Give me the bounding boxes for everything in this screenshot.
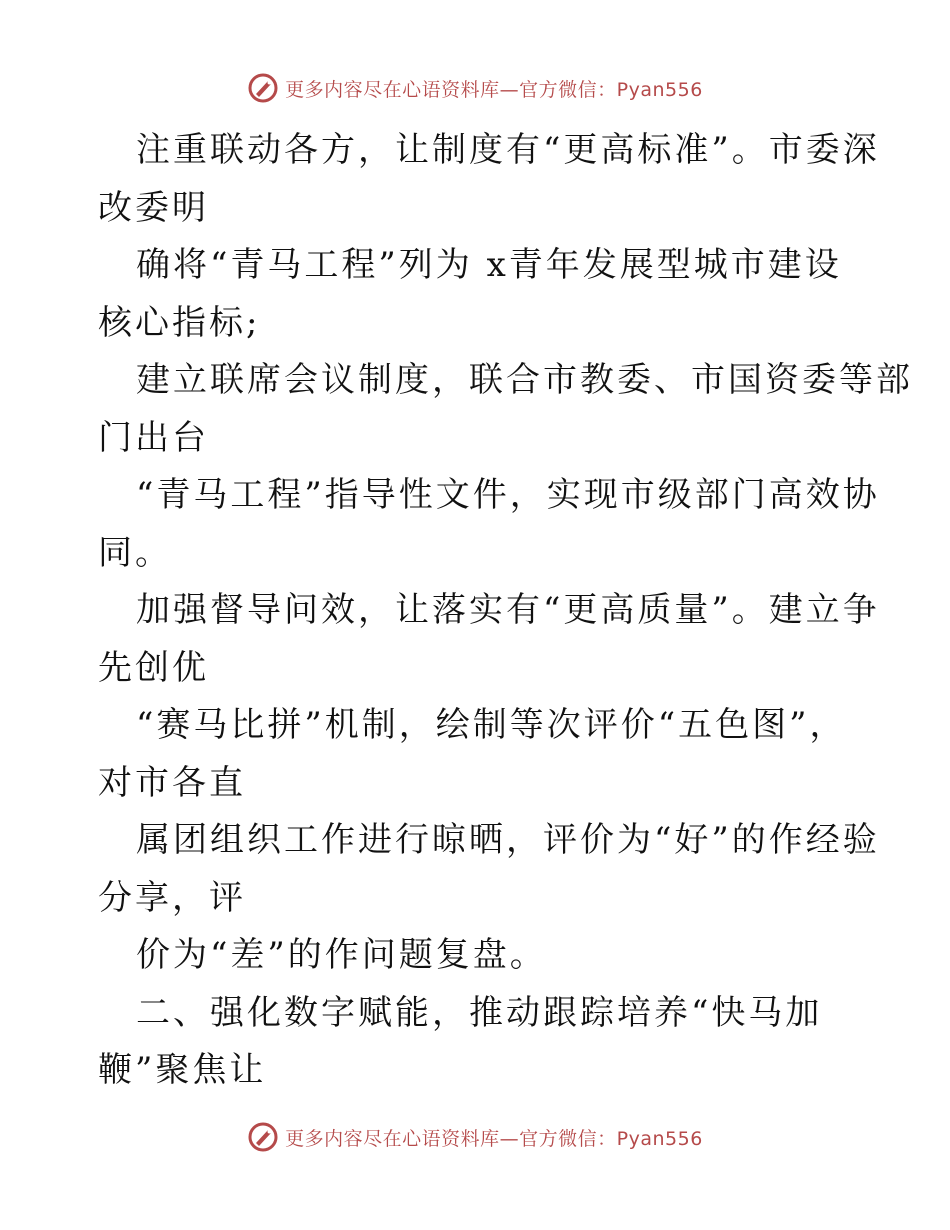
logo-icon bbox=[247, 1121, 279, 1153]
watermark-text: 更多内容尽在心语资料库—官方微信：Pyan556 bbox=[285, 78, 703, 101]
text-line: “青马工程”指导性文件，实现市级部门高效协 bbox=[136, 475, 880, 515]
text-line: 注重联动各方，让制度有“更高标准”。市委深 bbox=[136, 130, 880, 170]
logo-icon bbox=[247, 72, 279, 104]
text-line: 对市各直 bbox=[98, 762, 246, 803]
header-watermark bbox=[0, 72, 950, 104]
text-line: 二、强化数字赋能，推动跟踪培养“快马加 bbox=[136, 992, 823, 1033]
text-line: 加强督导问效，让落实有“更高质量”。建立争 bbox=[136, 590, 880, 630]
text-line: 核心指标; bbox=[98, 302, 261, 343]
footer-watermark bbox=[0, 1121, 950, 1153]
text-line: 鞭”聚焦让 bbox=[98, 1050, 267, 1090]
text-line: 属团组织工作进行晾晒，评价为“好”的作经验 bbox=[136, 820, 880, 860]
text-line: 分享，评 bbox=[98, 877, 246, 918]
text-line: 改委明 bbox=[98, 187, 209, 228]
text-line: 门出台 bbox=[98, 417, 209, 458]
text-line: 同。 bbox=[98, 532, 172, 573]
document-body bbox=[98, 122, 913, 1100]
text-line: 价为“差”的作问题复盘。 bbox=[136, 935, 547, 975]
text-line: 确将“青马工程”列为 x青年发展型城市建设 bbox=[136, 245, 842, 285]
text-line: 先创优 bbox=[98, 647, 209, 688]
watermark-text: 更多内容尽在心语资料库—官方微信：Pyan556 bbox=[285, 1127, 703, 1150]
text-line: “赛马比拼”机制，绘制等次评价“五色图”， bbox=[136, 705, 847, 745]
text-line: 建立联席会议制度，联合市教委、市国资委等部 bbox=[136, 360, 913, 400]
